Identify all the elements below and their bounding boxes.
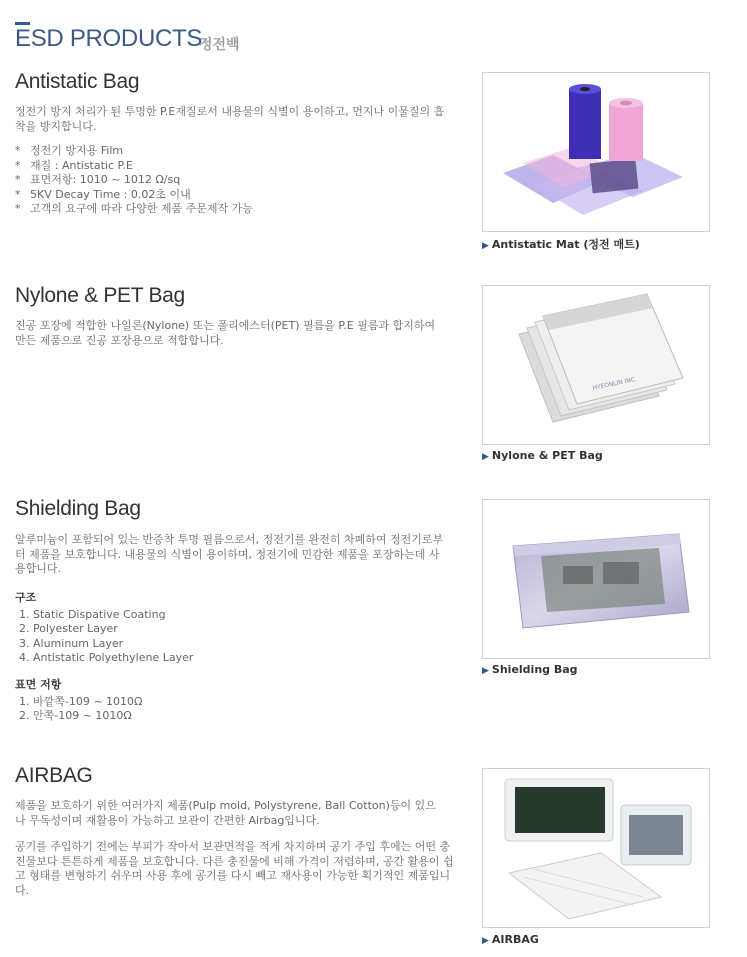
section-title: AIRBAG xyxy=(15,764,93,787)
caption-text: Shielding Bag xyxy=(491,663,578,676)
section-shielding-bag xyxy=(15,497,455,724)
structure-list xyxy=(15,608,455,666)
list-item: * 정전기 방지용 Film xyxy=(15,144,455,159)
section-description-2: 공기를 주입하기 전에는 부피가 작아서 보관면적을 적게 차지하며 공기 주입 후에는 어떤 충진물보다 튼튼하게 제품을 보호합니다. 다른 충진물에 비해 가격이 저렴하며, 공간 활용이 쉽고 형태를 변형하기 쉬우며 사용 후에 공기를 다시 빼고 재사용이 가능한 획기적인 제품입니다. xyxy=(15,840,454,897)
list-item: * 재질 : Antistatic P.E xyxy=(15,159,455,174)
section-title: Shielding Bag xyxy=(15,497,141,520)
list-item: * 표면저항: 1010 ~ 1012 Ω/sq xyxy=(15,173,455,188)
section-description: 알루미늄이 포함되어 있는 반증착 투명 필름으로서, 정전기를 완전히 차폐하여 정전기로부터 제품을 보호합니다. 내용물의 식별이 용이하며, 정전기에 민감한 제품을 포장하는데 사용합니다. xyxy=(15,533,444,575)
section-nylone-pet-bag xyxy=(15,284,455,348)
structure-heading: 구조 xyxy=(15,590,37,604)
list-item: * 5KV Decay Time : 0.02초 이내 xyxy=(15,188,455,203)
list-item: 1. 바깥쪽-109 ~ 1010Ω xyxy=(19,694,143,708)
brand-watermark: HYEONLIN INC xyxy=(591,376,636,392)
antistatic-rolls-image xyxy=(482,72,710,232)
caption-text: Antistatic Mat (정전 매트) xyxy=(491,238,640,251)
list-item: 2. Polyester Layer xyxy=(19,622,118,635)
list-item: * 고객의 요구에 따라 다양한 제품 주문제작 가능 xyxy=(15,202,455,217)
section-airbag xyxy=(15,764,455,898)
caret-right-icon: ▶ xyxy=(482,452,489,462)
caret-right-icon: ▶ xyxy=(482,936,489,946)
section-description: 진공 포장에 적합한 나일론(Nylone) 또는 폴리에스터(PET) 필름을 P.E 필름과 합지하여 만든 제품으로 진공 포장용으로 적합합니다. xyxy=(15,319,436,347)
image-caption xyxy=(482,449,603,462)
caret-right-icon: ▶ xyxy=(482,666,489,676)
list-item: 4. Antistatic Polyethylene Layer xyxy=(19,651,194,664)
shielding-bag-image xyxy=(482,499,710,659)
resistance-list xyxy=(15,695,455,724)
caret-right-icon: ▶ xyxy=(482,241,489,251)
image-caption xyxy=(482,933,539,946)
caption-text: AIRBAG xyxy=(491,933,539,946)
section-antistatic-bag xyxy=(15,70,455,217)
section-description: 제품을 보호하기 위한 여러가지 제품(Pulp mold, Polystyrene, Ball Cotton)등이 있으나 무독성이며 재활용이 가능하고 보관이 간편한 Airbag입니다. xyxy=(15,799,436,827)
list-item: 1. Static Dispative Coating xyxy=(19,607,166,621)
airbag-image xyxy=(482,768,710,928)
section-title: Nylone & PET Bag xyxy=(15,284,185,307)
list-item: 2. 안쪽-109 ~ 1010Ω xyxy=(19,709,132,722)
section-title: Antistatic Bag xyxy=(15,70,140,93)
page-title: ESD PRODUCTS xyxy=(15,25,203,52)
page-subtitle: 정전백 xyxy=(199,37,240,53)
spec-list xyxy=(15,144,455,217)
section-description: 정전기 방지 처리가 된 투명한 P.E재질로서 내용물의 식별이 용이하고, 먼지나 이물질의 흡착을 방지합니다. xyxy=(15,105,445,133)
resistance-heading: 표면 저항 xyxy=(15,677,62,691)
list-item: 3. Aluminum Layer xyxy=(19,636,124,650)
vacuum-bags-image xyxy=(482,285,710,445)
image-caption xyxy=(482,663,578,676)
caption-text: Nylone & PET Bag xyxy=(491,449,603,462)
image-caption xyxy=(482,236,640,252)
